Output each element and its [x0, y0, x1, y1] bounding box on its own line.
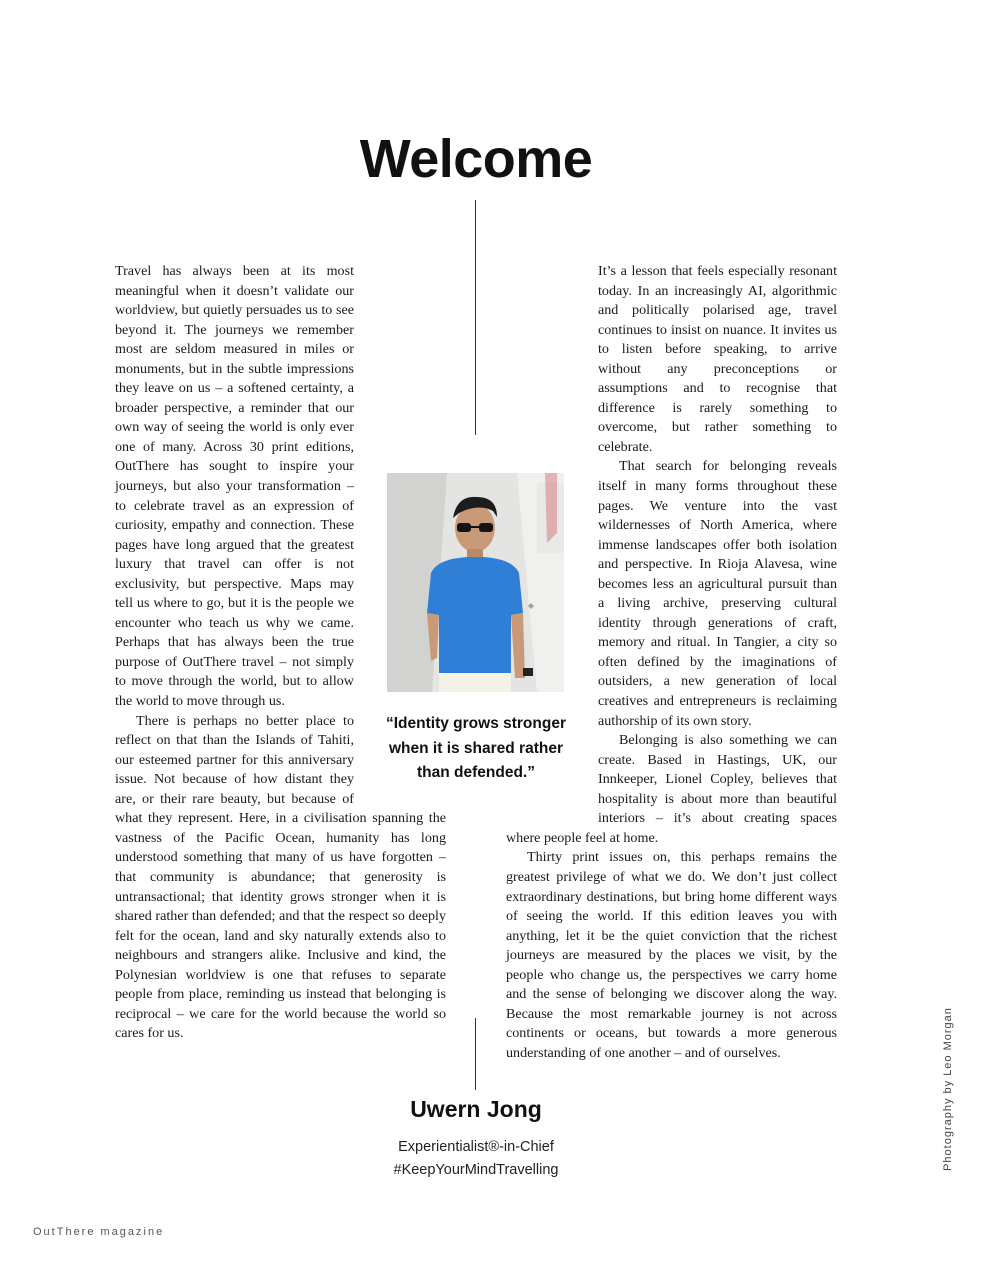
page-title: Welcome: [359, 129, 593, 189]
photo-credit: Photography by Leo Morgan: [942, 1007, 954, 1171]
column-divider-top: [475, 200, 476, 435]
body-paragraph: That search for belonging reveals itself in many forms throughout these pages. We venture into the vast wildernesses of North America, where immense landscapes offer both isolation and perspective. In Rioja Alavesa, wine becomes less an agricultural pursuit than a living archive, preserving cultural identity through generations of craft, memory and ritual. In Tangier, a city so often defined by the imaginations of outsiders, a new generation of local creatives and entrepreneurs is reclaiming authorship of its own story.: [598, 458, 837, 729]
body-paragraph: Travel has always been at its most meaningful when it doesn’t validate our worldview, but quietly persuades us to see beyond it. The journeys we remember most are seldom measured in miles or monuments, but in the subtle impressions they leave on us – a softened certainty, a broader perspective, a reminder that our own way of seeing the world is only ever one of many. Across 30 print editions, OutThere has sought to inspire your journeys, but also your transformation – to celebrate travel as an expression of curiosity, empathy and connection. These pages have long argued that the greatest luxury that travel can offer is not exclusivity, but perspective. Maps may tell us where to go, but it is the people we encounter who teach us why we came. Perhaps that has always been the true purpose of OutThere travel – not simply to move through the world, but to allow the world to move through us.: [115, 263, 354, 710]
pull-quote: “Identity grows stronger when it is shared rather than defended.”: [386, 715, 566, 781]
body-paragraph: Thirty print issues on, this perhaps remains the greatest privilege of what we do. We don’t just collect extraordinary destinations, but bring home different ways of seeing the world. If this edition leaves you with anything, let it be the quiet conviction that the richest journeys are measured by the places we visit, by the people who change us, the perspectives we carry home and the sense of belonging we discover along the way. Because the most remarkable journey is not across continents or oceans, but towards a more generous understanding of one another – and of ourselves.: [506, 849, 837, 1061]
signature-hashtag: #KeepYourMindTravelling: [393, 1162, 559, 1178]
column-divider-bottom: [475, 1018, 476, 1090]
signature-name: Uwern Jong: [410, 1096, 542, 1122]
body-paragraph: It’s a lesson that feels especially resonant today. In an increasingly AI, algorithmic and politically polarised age, travel continues to insist on nuance. It invites us to listen before speaking, to arrive without any preconceptions or assumptions and to recognise that difference is rarely something to overcome, but rather something to celebrate.: [598, 263, 837, 455]
portrait-photo: [387, 473, 564, 692]
signature-role: Experientialist®-in-Chief: [398, 1139, 554, 1155]
body-paragraph: There is perhaps no better place to reflect on that than the Islands of Tahiti, our esteemed partner for this anniversary issue. Not because of how distant they are, or their rare beauty, but because of what they represent. Here, in a civilisation spanning the vastness of the Pacific Ocean, humanity has long understood something that many of us have forgotten – that community is abundance; that generosity is untransactional; that identity grows stronger when it is shared rather than defended; and that the respect so deeply felt for the ocean, land and sky naturally extends also to neighbours and strangers alike. Inclusive and kind, the Polynesian worldview is one that refuses to separate people from place, reminding us instead that belonging is reciprocal – we care for the world because the world so cares for us.: [115, 712, 446, 1042]
body-paragraph: Belonging is also something we can create. Based in Hastings, UK, our Innkeeper, Lionel Copley, believes that hospitality is about more than beautiful interiors – it’s about creating spaces where people feel at home.: [506, 732, 837, 846]
footer-publication: OutThere magazine: [33, 1226, 165, 1238]
